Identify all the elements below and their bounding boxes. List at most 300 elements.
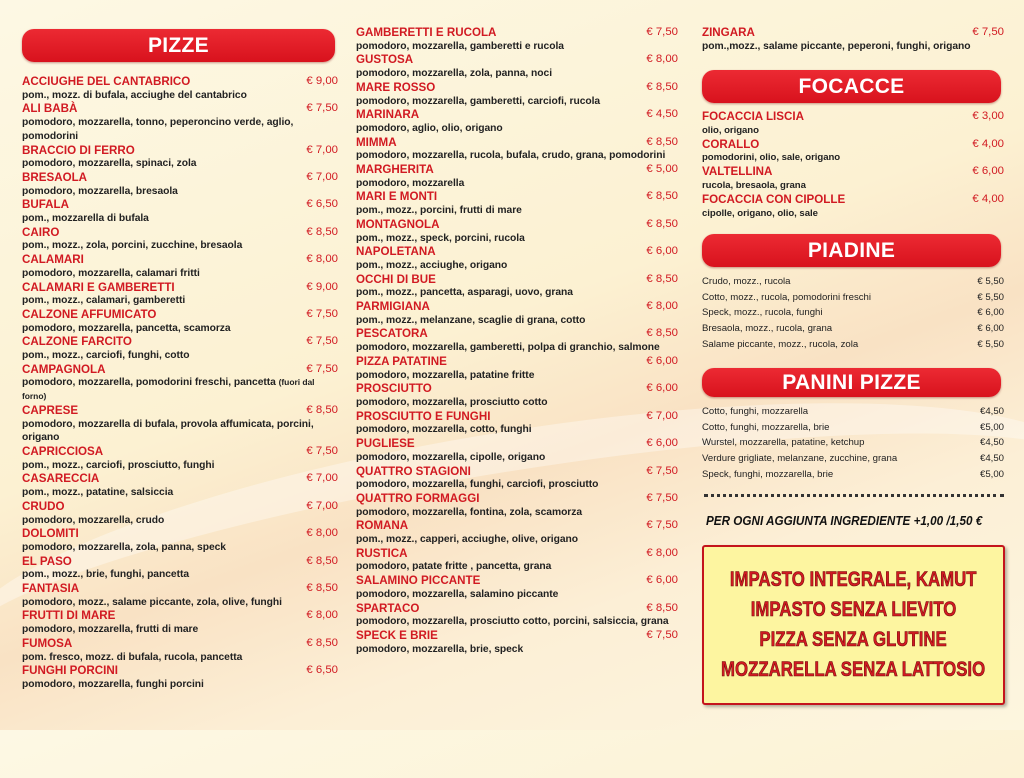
menu-item-name: BRESAOLA	[22, 170, 88, 184]
menu-item-price: € 8,00	[646, 300, 678, 313]
menu-item	[356, 492, 678, 519]
description-text: pom., mozzarella di bufala	[22, 213, 149, 225]
menu-item-description	[22, 267, 338, 281]
section-header-pizze: PIZZE	[22, 29, 335, 62]
menu-item	[356, 574, 678, 601]
menu-item-header	[22, 404, 338, 418]
description-text: pomodoro, mozzarella, brie, speck	[356, 643, 524, 655]
menu-item-description	[356, 615, 678, 629]
menu-item-name: CRUDO	[22, 499, 65, 513]
menu-item	[702, 451, 1004, 467]
menu-item-price: € 4,50	[646, 108, 678, 121]
menu-item-price: € 8,00	[306, 253, 338, 266]
menu-item-header	[22, 637, 338, 651]
menu-item-description	[356, 314, 678, 328]
menu-item	[356, 547, 678, 574]
menu-item-name: NAPOLETANA	[356, 245, 436, 259]
menu-item-description: Crudo, mozz., rucola	[702, 276, 791, 287]
menu-item-header	[22, 472, 338, 486]
menu-item	[356, 53, 678, 80]
menu-item-header	[22, 445, 338, 459]
menu-item	[356, 437, 678, 464]
menu-item-name: SALAMINO PICCANTE	[356, 574, 481, 588]
menu-item-price: € 7,50	[646, 491, 678, 504]
section-header-panini-pizze: PANINI PIZZE	[702, 368, 1001, 397]
menu-item-description	[356, 533, 678, 547]
description-text: pomodoro, mozzarella, zola, panna, speck	[22, 541, 226, 553]
menu-item-name: FRUTTI DI MARE	[22, 609, 116, 623]
menu-item-price: € 7,00	[306, 472, 338, 485]
menu-item-description	[702, 207, 1004, 221]
menu-item	[22, 198, 338, 225]
description-text: pom., mozz., speck, porcini, rucola	[356, 232, 525, 244]
menu-item-header	[22, 281, 338, 295]
menu-item-header	[22, 582, 338, 596]
menu-item-price: € 8,50	[646, 217, 678, 230]
menu-item	[22, 363, 338, 404]
menu-item-price: € 8,00	[646, 546, 678, 559]
menu-item-description	[22, 514, 338, 528]
menu-item-description: Verdure grigliate, melanzane, zucchine, grana	[702, 453, 898, 465]
menu-item-name: PIZZA PATATINE	[356, 354, 447, 368]
menu-item	[22, 144, 338, 171]
menu-item-header	[356, 273, 678, 287]
menu-item-price: € 7,50	[306, 102, 338, 115]
menu-item	[702, 165, 1004, 193]
description-text: pomodoro, mozzarella, gamberetti e rucola	[356, 40, 564, 52]
menu-item-price: €5,00	[979, 421, 1004, 433]
menu-item-price: € 7,00	[646, 409, 678, 422]
menu-item-name: FUMOSA	[22, 636, 73, 650]
menu-item	[22, 404, 338, 445]
description-text: pomodoro, mozzarella, funghi porcini	[22, 678, 204, 690]
menu-item-name: MARI E MONTI	[356, 190, 438, 204]
menu-item-price: € 4,00	[972, 192, 1004, 205]
special-line: PIZZA SENZA GLUTINE	[759, 628, 948, 651]
menu-item-description: Cotto, funghi, mozzarella, brie	[702, 421, 830, 433]
menu-item-name: ROMANA	[356, 519, 409, 533]
menu-item-header	[22, 555, 338, 569]
description-text: pom., mozz., brie, funghi, pancetta	[22, 569, 190, 581]
menu-item	[702, 321, 1004, 337]
menu-item-header	[702, 26, 1004, 40]
menu-item	[356, 81, 678, 108]
menu-item-description	[356, 149, 678, 163]
menu-item	[22, 500, 338, 527]
description-text: pomodoro, mozzarella, prosciutto cotto	[356, 396, 548, 408]
menu-item-name: CALAMARI	[22, 253, 84, 267]
description-text: pomodoro, mozzarella, prosciutto cotto, porcini, salsiccia, grana	[356, 616, 669, 628]
menu-item-description	[22, 322, 338, 336]
menu-item-description: Salame piccante, mozz., rucola, zola	[702, 338, 859, 350]
menu-item	[356, 163, 678, 190]
menu-item-header	[22, 363, 338, 377]
menu-item-header	[22, 226, 338, 240]
menu-item-header	[356, 190, 678, 204]
menu-item-description	[702, 179, 1004, 193]
menu-item-name: VALTELLINA	[702, 165, 773, 179]
menu-item-name: FOCACCIA LISCIA	[702, 110, 804, 123]
menu-item-header	[356, 163, 678, 177]
menu-item-name: ZINGARA	[702, 26, 755, 39]
menu-item-price: € 7,00	[306, 143, 338, 156]
description-text: pomodoro, mozzarella, gamberetti, polpa di granchio, salmone	[356, 342, 660, 354]
menu-item-name: FANTASIA	[22, 582, 80, 596]
menu-item-header	[356, 26, 678, 40]
description-text: pomodoro, mozzarella, pancetta, scamorza	[22, 322, 231, 334]
menu-item-price: € 7,50	[306, 362, 338, 375]
menu-item-header	[22, 308, 338, 322]
menu-item	[702, 467, 1004, 483]
menu-item	[22, 102, 338, 143]
menu-item-header	[356, 410, 678, 424]
menu-item	[22, 582, 338, 609]
menu-item-price: € 6,00	[977, 323, 1004, 335]
description-text: pomodoro, mozzarella, calamari fritti	[22, 267, 200, 279]
description-text: pomodoro, mozzarella, gamberetti, carciofi, rucola	[356, 95, 601, 107]
menu-item-price: € 8,50	[646, 80, 678, 93]
special-line: IMPASTO INTEGRALE, KAMUT	[730, 568, 977, 591]
description-text: pomodoro, mozzarella, funghi, carciofi, prosciutto	[356, 479, 599, 491]
menu-item-price: € 4,00	[972, 137, 1004, 150]
menu-item	[22, 472, 338, 499]
menu-item	[356, 629, 678, 656]
menu-item-price: € 8,50	[306, 403, 338, 416]
menu-item-price: € 6,00	[977, 307, 1004, 319]
menu-item-description	[356, 560, 678, 574]
menu-item-name: CASARECCIA	[22, 472, 100, 486]
menu-item-description	[22, 212, 338, 226]
menu-item-header	[22, 144, 338, 158]
description-text: pomodoro, mozz., salame piccante, zola, olive, funghi	[22, 596, 282, 608]
menu-item	[22, 445, 338, 472]
description-text: rucola, bresaola, grana	[702, 179, 806, 191]
menu-item-description	[356, 122, 678, 136]
menu-item-header	[356, 355, 678, 369]
description-text: pomodoro, mozzarella, salamino piccante	[356, 588, 559, 600]
menu-item-header	[22, 609, 338, 623]
menu-item-header	[22, 527, 338, 541]
pizze-column-1	[22, 75, 338, 692]
menu-item	[702, 337, 1004, 353]
menu-item-header	[356, 218, 678, 232]
menu-item-name: DOLOMITI	[22, 527, 79, 541]
menu-item-price: €4,50	[979, 453, 1004, 465]
menu-item-name: MONTAGNOLA	[356, 217, 440, 231]
menu-item	[702, 110, 1004, 138]
menu-item-description	[356, 286, 678, 300]
menu-item-name: FOCACCIA CON CIPOLLE	[702, 192, 846, 206]
menu-item	[22, 527, 338, 554]
description-text: pom., mozz., calamari, gamberetti	[22, 295, 186, 307]
menu-item-header	[702, 110, 1004, 124]
menu-item-description: Bresaola, mozz., rucola, grana	[702, 323, 833, 335]
menu-item-header	[356, 574, 678, 588]
menu-item-name: RUSTICA	[356, 546, 408, 560]
menu-item-price: € 6,00	[646, 382, 678, 395]
menu-item-description	[356, 451, 678, 465]
menu-item-header	[702, 138, 1004, 152]
menu-item	[356, 382, 678, 409]
menu-item-price: €5,00	[979, 468, 1004, 480]
menu-item-description	[356, 396, 678, 410]
description-text: pomodoro, mozzarella, pomodorini freschi, pancetta	[22, 377, 276, 389]
description-text: cipolle, origano, olio, sale	[702, 207, 818, 219]
menu-item-description	[356, 259, 678, 273]
menu-item-header	[356, 300, 678, 314]
menu-item-description	[22, 418, 338, 445]
menu-item-description: Speck, mozz., rucola, funghi	[702, 307, 823, 319]
menu-item-description	[702, 40, 1004, 54]
menu-item-name: CAPRESE	[22, 403, 79, 417]
menu-item	[22, 664, 338, 691]
pizze-column-3	[702, 26, 1004, 53]
menu-item	[702, 435, 1004, 451]
menu-item-description: Cotto, mozz., rucola, pomodorini freschi	[702, 291, 872, 303]
description-text: pom., mozz., porcini, frutti di mare	[356, 205, 522, 217]
menu-item-name: PUGLIESE	[356, 437, 415, 451]
special-line: MOZZARELLA SENZA LATTOSIO	[721, 658, 986, 681]
menu-item-price: € 7,50	[646, 519, 678, 532]
menu-item-header	[22, 500, 338, 514]
menu-item-header	[356, 382, 678, 396]
menu-item-price: € 5,50	[977, 291, 1004, 303]
menu-item-name: ALI BABÀ	[22, 102, 78, 116]
menu-item-name: CALZONE AFFUMICATO	[22, 307, 157, 321]
menu-item-price: € 8,00	[306, 609, 338, 622]
description-text: pomodoro, mozzarella, bresaola	[22, 185, 178, 197]
menu-item-price: € 6,50	[306, 198, 338, 211]
menu-item	[356, 26, 678, 53]
description-text: pom., mozz., zola, porcini, zucchine, bresaola	[22, 240, 243, 252]
menu-item-name: PESCATORA	[356, 327, 428, 341]
menu-item	[356, 410, 678, 437]
menu-item-price: € 8,50	[646, 327, 678, 340]
menu-item-price: € 8,00	[646, 53, 678, 66]
menu-item-price: € 7,50	[646, 26, 678, 38]
menu-item-description	[22, 89, 338, 103]
menu-item-price: € 8,50	[646, 190, 678, 203]
menu-item	[356, 519, 678, 546]
menu-item-name: PROSCIUTTO E FUNGHI	[356, 409, 491, 423]
description-text: pom., mozz., carciofi, funghi, cotto	[22, 350, 190, 362]
description-text: pomodoro, mozzarella, rucola, bufala, crudo, grana, pomodorini	[356, 150, 666, 162]
menu-item-price: €4,50	[979, 406, 1004, 417]
menu-item	[22, 609, 338, 636]
description-text: pom., mozz., acciughe, origano	[356, 259, 508, 271]
menu-item	[702, 290, 1004, 306]
menu-item-price: € 9,00	[306, 75, 338, 87]
menu-item-description	[22, 116, 338, 143]
menu-item-price: € 7,00	[306, 499, 338, 512]
menu-item	[356, 602, 678, 629]
menu-item-description	[356, 588, 678, 602]
menu-item-name: CAIRO	[22, 225, 60, 239]
menu-item-price: € 7,00	[306, 170, 338, 183]
menu-item	[22, 637, 338, 664]
description-text: pomodoro, mozzarella, fontina, zola, scamorza	[356, 506, 583, 518]
menu-item-name: OCCHI DI BUE	[356, 272, 436, 286]
section-header-piadine: PIADINE	[702, 234, 1001, 267]
menu-item-name: MARGHERITA	[356, 163, 434, 177]
description-text: pomodoro, mozzarella, frutti di mare	[22, 624, 199, 636]
menu-item-header	[356, 136, 678, 150]
description-text: pomodoro, mozzarella, tonno, peperoncino verde, aglio, pomodorini	[22, 117, 294, 142]
description-text: pom., mozz., capperi, acciughe, olive, origano	[356, 534, 578, 546]
menu-item-description	[22, 157, 338, 171]
menu-item-name: QUATTRO FORMAGGI	[356, 491, 480, 505]
menu-item-price: € 5,50	[977, 338, 1004, 350]
menu-item-price: € 6,00	[972, 165, 1004, 178]
panini-list	[702, 404, 1004, 483]
menu-item-description: Speck, funghi, mozzarella, brie	[702, 468, 834, 480]
menu-item-header	[22, 198, 338, 212]
menu-item-price: € 8,00	[306, 527, 338, 540]
menu-item-description	[356, 40, 678, 54]
menu-item-header	[22, 75, 338, 89]
menu-item-name: MARINARA	[356, 108, 420, 122]
menu-item-price: € 7,50	[306, 444, 338, 457]
menu-item-description	[22, 678, 338, 692]
menu-item	[702, 193, 1004, 221]
description-text: pomodoro, mozzarella, patatine fritte	[356, 369, 535, 381]
special-line: IMPASTO SENZA LIEVITO	[750, 598, 957, 621]
description-text: pomodoro, aglio, olio, origano	[356, 122, 503, 134]
menu-item-header	[356, 81, 678, 95]
menu-item-name: ACCIUGHE DEL CANTABRICO	[22, 75, 191, 88]
menu-item-description	[702, 151, 1004, 165]
menu-item-name: PROSCIUTTO	[356, 382, 432, 396]
specials-box	[702, 545, 1005, 705]
description-text: pomodoro, patate fritte , pancetta, grana	[356, 561, 552, 573]
menu-item-name: BRACCIO DI FERRO	[22, 143, 135, 157]
menu-item-name: GUSTOSA	[356, 53, 414, 67]
description-text: pom., mozz., patatine, salsiccia	[22, 487, 174, 499]
menu-item-header	[356, 53, 678, 67]
description-text: pomodoro, mozzarella, cipolle, origano	[356, 451, 546, 463]
menu-item	[22, 281, 338, 308]
description-text: pomodoro, mozzarella, zola, panna, noci	[356, 68, 553, 80]
menu-item-description	[22, 376, 338, 403]
menu-item-price: €4,50	[979, 437, 1004, 449]
menu-item	[356, 300, 678, 327]
menu-item	[702, 274, 1004, 290]
description-text: pom., mozz., pancetta, asparagi, uovo, grana	[356, 287, 573, 299]
menu-item-description	[356, 643, 678, 657]
menu-item-description	[356, 177, 678, 191]
menu-item-price: € 6,00	[646, 437, 678, 450]
menu-item-header	[356, 108, 678, 122]
menu-item	[356, 190, 678, 217]
menu-item-name: SPARTACO	[356, 601, 420, 615]
menu-item	[356, 108, 678, 135]
menu-item-price: € 5,00	[646, 163, 678, 176]
piadine-list	[702, 274, 1004, 353]
pizze-column-2	[356, 26, 678, 656]
description-text: pomodoro, mozzarella, spinaci, zola	[22, 158, 197, 170]
menu-item	[702, 138, 1004, 166]
menu-item-name: GAMBERETTI E RUCOLA	[356, 26, 497, 39]
menu-item	[702, 404, 1004, 420]
description-text: pomodoro, mozzarella, cotto, funghi	[356, 424, 532, 436]
menu-item-description	[22, 541, 338, 555]
menu-item	[22, 253, 338, 280]
menu-item-header	[702, 165, 1004, 179]
menu-item-name: BUFALA	[22, 198, 70, 212]
menu-item-description	[702, 124, 1004, 138]
menu-item	[22, 226, 338, 253]
menu-item	[22, 171, 338, 198]
menu-item-header	[22, 335, 338, 349]
menu-item-name: QUATTRO STAGIONI	[356, 464, 471, 478]
menu-item	[702, 420, 1004, 436]
menu-item-header	[22, 171, 338, 185]
menu-item-description	[356, 478, 678, 492]
menu-item-header	[356, 327, 678, 341]
menu-item-price: € 7,50	[972, 26, 1004, 38]
menu-item-header	[356, 602, 678, 616]
menu-item	[702, 305, 1004, 321]
menu-item-name: MARE ROSSO	[356, 80, 436, 94]
menu-item-header	[356, 245, 678, 259]
menu-item	[356, 273, 678, 300]
menu-item-name: CALZONE FARCITO	[22, 335, 132, 349]
menu-item	[356, 327, 678, 354]
menu-item-price: € 8,50	[306, 582, 338, 595]
section-header-focacce: FOCACCE	[702, 70, 1001, 103]
menu-item-price: € 7,50	[646, 628, 678, 641]
description-text: pom., mozz., carciofi, prosciutto, funghi	[22, 459, 215, 471]
menu-item-price: € 6,00	[646, 354, 678, 367]
menu-item-name: MIMMA	[356, 135, 397, 149]
menu-item-name: PARMIGIANA	[356, 300, 430, 314]
focacce-list	[702, 110, 1004, 220]
menu-item-description	[22, 239, 338, 253]
menu-item-description	[22, 651, 338, 665]
menu-item-name: SPECK E BRIE	[356, 628, 438, 642]
menu-item-description	[356, 423, 678, 437]
menu-item-price: € 7,50	[646, 464, 678, 477]
menu-item	[356, 245, 678, 272]
description-text: pom., mozz., melanzane, scaglie di grana, cotto	[356, 314, 586, 326]
menu-item-description	[22, 294, 338, 308]
menu-item-header	[356, 629, 678, 643]
menu-item-name: CAPRICCIOSA	[22, 444, 104, 458]
menu-item-description	[356, 232, 678, 246]
dotted-divider	[704, 494, 1004, 497]
menu-item-price: € 3,00	[972, 110, 1004, 122]
menu-item-price: € 8,50	[646, 601, 678, 614]
extra-ingredient-note: PER OGNI AGGIUNTA INGREDIENTE +1,00 /1,50 €	[706, 513, 983, 528]
menu-item-header	[22, 102, 338, 116]
menu-item-price: € 6,00	[646, 574, 678, 587]
menu-item-description	[22, 568, 338, 582]
description-text: olio, origano	[702, 124, 759, 136]
description-text: pomodoro, mozzarella, crudo	[22, 514, 165, 526]
menu-item-price: € 7,50	[306, 307, 338, 320]
menu-item-price: € 5,50	[977, 276, 1004, 287]
menu-item-name: EL PASO	[22, 554, 72, 568]
description-text: pom. fresco, mozz. di bufala, rucola, pancetta	[22, 651, 243, 663]
menu-item	[702, 26, 1004, 53]
menu-item-price: € 9,00	[306, 280, 338, 293]
menu-item-description	[356, 95, 678, 109]
menu-item-price: € 8,50	[646, 135, 678, 148]
menu-item-header	[356, 547, 678, 561]
menu-item	[356, 218, 678, 245]
menu-item	[356, 355, 678, 382]
menu-item-price: € 7,50	[306, 335, 338, 348]
